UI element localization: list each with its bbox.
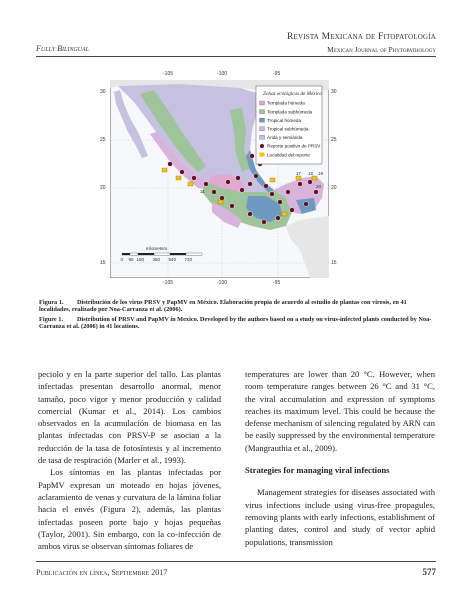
paragraph: Management strategies for diseases associated with virus infections include using virus-free propagules, removing plants with early infections, establishment of planting dates, control and study of vector aphid populations, transmission: [245, 487, 435, 547]
footer-rule: [36, 561, 436, 562]
legend-swatch: [260, 127, 265, 131]
lat-tick-label: 20: [100, 185, 106, 191]
site-label: 19: [318, 171, 324, 176]
scale-title: Kilometers: [146, 246, 168, 251]
page-number: 577: [422, 567, 436, 577]
legend-label: Árida y semiárida: [267, 135, 303, 141]
legend-swatch: [260, 110, 265, 114]
lon-tick-label: -105: [163, 280, 174, 286]
paragraph: Los síntomas en las plantas infectadas por PapMV expresan un moteado en hojas jóvenes, aclaramiento de venas y curvatura de la lámina foliar hacia el envés (Figura 2), además, las plantas infectadas poseen porte bajo y hojas pequeñas (Taylor, 2001). Sin embargo, con la co-infección de ambos virus se observan síntomas foliares de: [38, 467, 221, 552]
body-column-left: [38, 368, 221, 552]
figure-caption-es: [39, 299, 437, 314]
legend-label: Localidad del reporte: [267, 152, 310, 158]
legend-swatch: [260, 118, 265, 122]
scale-tick-label: 540: [168, 257, 177, 262]
site-label: 20: [316, 184, 322, 189]
lat-tick-label: 15: [100, 260, 106, 266]
scale-tick-label: 360: [152, 257, 161, 262]
scale-tick-label: 0: [120, 257, 124, 262]
legend-swatch: [260, 135, 265, 139]
legend-swatch: [260, 144, 264, 148]
top-longitude-axis: [110, 71, 329, 79]
caption-text-es: Distribución de los virus PRSV y PapMV en México. Elaboración propia de acuerdo al estudio de plantas con virosis, en 41 localidades, realizado por Noa-Carranza et al. (2006).: [39, 299, 407, 314]
right-latitude-axis: [331, 80, 340, 278]
lat-tick-label: 25: [100, 137, 106, 143]
lat-tick-label: 15: [331, 260, 337, 266]
lat-tick-label: 30: [331, 89, 337, 95]
map-legend: [256, 86, 322, 164]
legend-label: Templada húmeda: [267, 100, 305, 106]
figure-map: [110, 80, 329, 278]
journal-title-en: Mexican Journal of Phytopathology: [327, 45, 436, 54]
scale-tick-label: 720: [184, 257, 193, 262]
caption-text-en: Distribution of PRSV and PapMV in Mexico. Developed by the authors based on a study on virus-infected plants conducted by Noa-Carranza et al. (2006) in 41 locations.: [39, 316, 432, 331]
bottom-longitude-axis: [110, 280, 329, 288]
lat-tick-label: 30: [100, 89, 106, 95]
legend-swatch: [260, 101, 265, 105]
lat-tick-label: 20: [331, 185, 337, 191]
footer-publication-date: Publicación en línea, Septiembre 2017: [36, 568, 168, 577]
journal-title-es: Revista Mexicana de Fitopatología: [287, 32, 436, 42]
left-latitude-axis: [100, 80, 109, 278]
caption-label-es: Figura 1.: [39, 299, 64, 306]
lon-tick-label: -95: [273, 280, 281, 286]
figure-caption-en: [39, 316, 437, 331]
mexico-map-svg: [110, 80, 329, 278]
caption-label-en: Figure 1.: [39, 316, 64, 323]
lon-tick-label: -95: [273, 71, 281, 77]
paragraph: peciolo y en la parte superior del tallo. Las plantas infectadas presentan desarrollo anormal, menor tamaño, poco vigor y menor producción y calidad comercial (Kumar et al., 2014). Los cambios observados en la acumulación de biomasa en las plantas infectadas con PRSV-P se asocian a la reducción de la tasa de fotosíntesis y al incremento de tasa de respiración (Marler et al., 1993).: [38, 369, 221, 466]
running-head-left: Fully Bilingual: [36, 44, 89, 53]
site-label: 17: [296, 171, 302, 176]
scale-tick-label: 180: [136, 257, 145, 262]
paragraph: temperatures are lower than 20 °C. However, when room temperature ranges between 26 °C and 31 °C, the viral accumulation and expression of symptoms reaches its maximum level. This could be because the defense mechanism of silencing regulated by ARN can be easily suppressed by the environmental temperature (Mangrauthia et al., 2009).: [245, 369, 435, 453]
scale-tick-label: 90: [128, 257, 134, 262]
site-label: 18: [308, 171, 314, 176]
legend-label: Templada subhúmeda: [267, 109, 313, 115]
legend-label: Reporte positivo de PRSV: [267, 143, 321, 149]
body-column-right: [245, 368, 435, 548]
header-rule: [36, 56, 436, 57]
lon-tick-label: -100: [217, 71, 228, 77]
legend-label: Tropical húmeda: [267, 117, 302, 123]
legend-swatch: [260, 153, 265, 157]
site-label: 11: [200, 189, 205, 194]
lon-tick-label: -105: [163, 71, 174, 77]
section-heading: Strategies for managing viral infections: [245, 465, 390, 476]
lat-tick-label: 25: [331, 137, 337, 143]
legend-label: Tropical subhúmeda: [267, 126, 309, 132]
lon-tick-label: -100: [217, 280, 228, 286]
legend-title: Zonas ecológicas de México: [263, 91, 322, 97]
